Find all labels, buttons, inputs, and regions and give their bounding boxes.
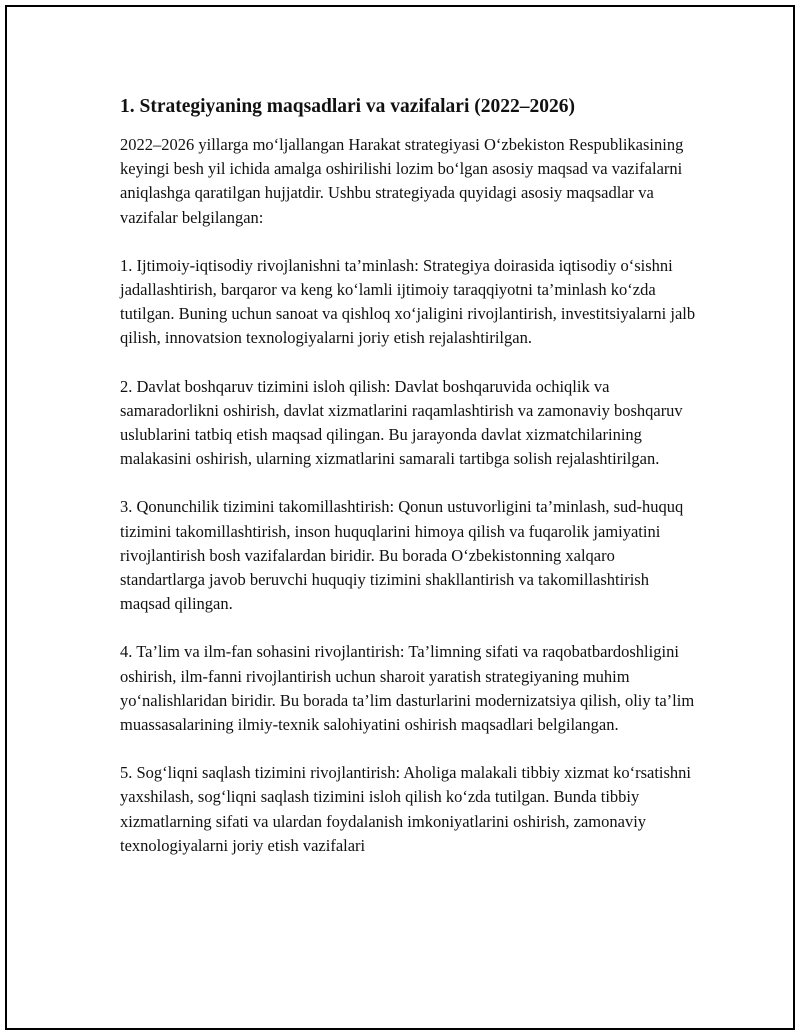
section-heading: 1. Strategiyaning maqsadlari va vazifalari (2022–2026) [120, 96, 575, 117]
paragraph-healthcare: 5. Sog‘liqni saqlash tizimini rivojlantirish: Aholiga malakali tibbiy xizmat ko‘rsatishni yaxshilash, sog‘liqni saqlash tizimini isloh qilish ko‘zda tutilgan. Bunda tibbiy xizmatlarning sifati va ulardan foydalanish imkoniyatlarini oshirish, zamonaviy texnologiyalarni joriy etish vazifalari [120, 763, 692, 855]
document-body [120, 93, 700, 882]
page-frame [5, 5, 795, 1030]
intro-paragraph: 2022–2026 yillarga mo‘ljallangan Harakat strategiyasi O‘zbekiston Respublikasining keyingi besh yil ichida amalga oshirilishi lozim bo‘lgan asosiy maqsad va vazifalarni aniqlashga qaratilgan hujjatdir. Ushbu strategiyada quyidagi asosiy maqsadlar va vazifalar belgilangan: [120, 135, 684, 227]
paragraph-socio-economic: 1. Ijtimoiy-iqtisodiy rivojlanishni ta’minlash: Strategiya doirasida iqtisodiy o‘sishni jadallashtirish, barqaror va keng ko‘lamli ijtimoiy taraqqiyotni ta’minlash ko‘zda tutilgan. Buning uchun sanoat va qishloq xo‘jaligini rivojlantirish, investitsiyalarni jalb qilish, innovatsion texnologiyalarni joriy etish rejalashtirilgan. [120, 255, 696, 348]
paragraph-legislation: 3. Qonunchilik tizimini takomillashtirish: Qonun ustuvorligini ta’minlash, sud-huquq tizimini takomillashtirish, inson huquqlarini himoya qilish va fuqarolik jamiyatini rivojlantirish bosh vazifalardan biridir. Bu borada O‘zbekistonning xalqaro standartlarga javob beruvchi huquqiy tizimini shakllantirish va takomillashtirish maqsad qilingan. [120, 497, 684, 614]
paragraph-education-science: 4. Ta’lim va ilm-fan sohasini rivojlantirish: Ta’limning sifati va raqobatbardoshligini oshirish, ilm-fanni rivojlantirish uchun sharoit yaratish strategiyaning muhim yo‘nalishlaridan biridir. Bu borada ta’lim dasturlarini modernizatsiya qilish, oliy ta’lim muassasalarining ilmiy-texnik salohiyatini oshirish maqsadlari belgilangan. [120, 642, 695, 735]
paragraph-public-administration: 2. Davlat boshqaruv tizimini isloh qilish: Davlat boshqaruvida ochiqlik va samaradorlikni oshirish, davlat xizmatlarini raqamlashtirish va zamonaviy boshqaruv uslublarini tatbiq etish maqsad qilingan. Bu jarayonda davlat xizmatchilarining malakasini oshirish, ularning xizmatlarini samarali tartibga solish rejalashtirilgan. [120, 376, 683, 469]
